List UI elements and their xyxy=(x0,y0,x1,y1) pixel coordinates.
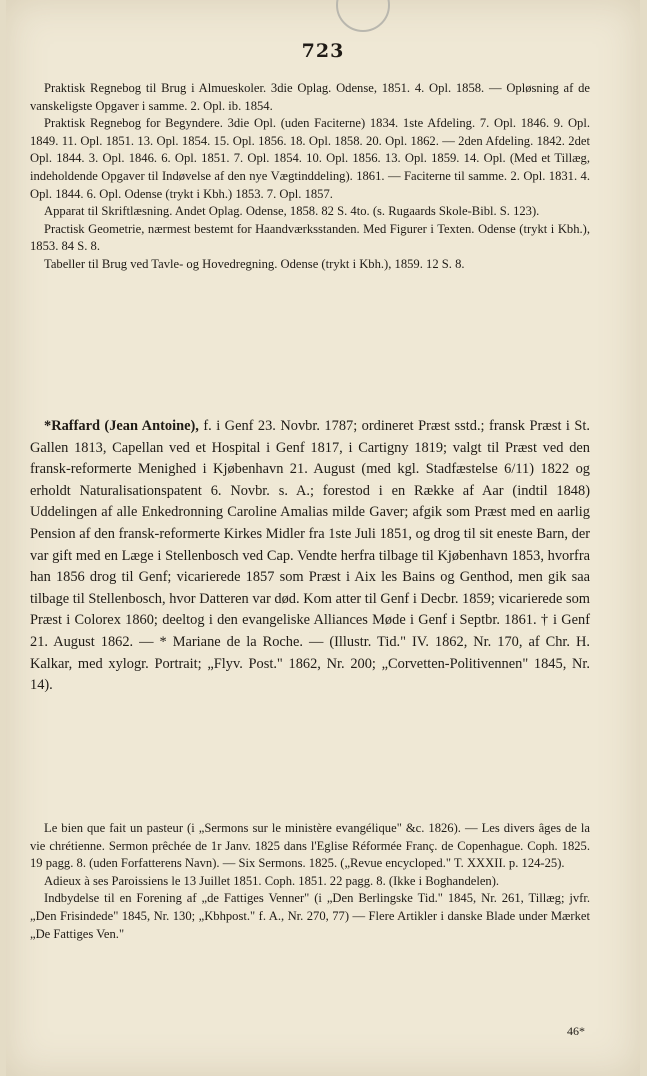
entry-text: Tabeller til Brug ved Tavle- og Hovedregning. Odense (trykt i Kbh.), 1859. 12 S. 8. xyxy=(44,256,465,271)
main-entry xyxy=(30,416,590,697)
note-text: Adieux à ses Paroissiens le 13 Juillet 1851. Coph. 1851. 22 pagg. 8. (Ikke i Boghandelen). xyxy=(44,873,500,888)
entry-text: Apparat til Skriftlæsning. Andet Oplag. Odense, 1858. 82 S. 4to. (s. Rugaards Skole-Bibl. S. 123). xyxy=(44,204,540,219)
page-number: 723 xyxy=(301,40,345,62)
signature-mark: 46* xyxy=(567,1024,585,1038)
entry-text: Praktisk Regnebog til Brug i Almueskoler. 3die Oplag. Odense, 1851. 4. Opl. 1858. — Opløsning af de vanskeligste Opgaver i samme. 2. Opl. ib. 1854. xyxy=(30,81,590,113)
book-page xyxy=(6,0,640,1076)
entry-text: Practisk Geometrie, nærmest bestemt for Haandværksstanden. Med Figurer i Texten. Odense (trykt i Kbh.), 1853. 84 S. 8. xyxy=(30,221,590,254)
notes xyxy=(30,820,590,943)
entry-heading: *Raffard (Jean Antoine), xyxy=(44,418,199,434)
entry-body: f. i Genf 23. Novbr. 1787; ordineret Præst sstd.; fransk Præst i St. Gallen 1813, Capellan ved et Hospital i Genf 1817, i Cartigny 1819; valgt til Præst ved den fransk-reformerte Menighed i Kjøbenhavn 21. August (med kgl. Stadfæstelse 6/11) 1822 og erholdt Naturalisationspatent 6. Novbr. s. A.; forestod i en Række af Aar (indtil 1848) Uddelingen af alle Enkedronning Caroline Amalias milde Gaver; afgik som Præst med en aarlig Pension af den fransk-reformerte Kirkes Midler fra 1ste Juli 1851, og drog til sit eneste Barn, der var gift med en Læge i Stellenbosch ved Cap. Vendte herfra tilbage til Kjøbenhavn 1853, hvorfra han 1856 drog til Genf; vicarierede 1857 som Præst i Aix les Bains og Genthod, men gik saa tilbage til Stellenbosch, hvor Datteren var død. Kom atter til Genf i Decbr. 1859; vicarierede som Præst i Colorex 1860; deeltog i den evangeliske Alliances Møde i Genf i Septbr. 1861. † i Genf 21. August 1862. — * Mariane de la Roche. — (Illustr. Tid." IV. 1862, Nr. 170, af Chr. H. Kalkar, med xylogr. Portrait; „Flyv. Post." 1862, Nr. 200; „Corvetten-Politivennen" 1845, Nr. 14). xyxy=(30,418,591,694)
note-text: Le bien que fait un pasteur (i „Sermons sur le ministère evangélique" &c. 1826). — Les divers âges de la vie chrétienne. Sermon prêchée de 1r Janv. 1825 dans l'Eglise Réformée Franç. de Copenhague. Coph. 1825. 19 pagg. 8. (uden Forfatterens Navn). — Six Sermons. 1825. („Revue encycloped." T. XXXII. p. 124-25). xyxy=(30,821,590,871)
note-text: Indbydelse til en Forening af „de Fattiges Venner" (i „Den Berlingske Tid." 1845, Nr. 261, Tillæg; jvfr. „Den Frisindede" 1845, Nr. 130; „Kbhpost." f. A., Nr. 270, 77) — Flere Artikler i danske Blade under Mærket „De Fattiges Ven." xyxy=(30,891,590,941)
entry-text: Praktisk Regnebog for Begyndere. 3die Opl. (uden Faciterne) 1834. 1ste Afdeling. 7. Opl. 1846. 9. Opl. 1849. 11. Opl. 1851. 13. Opl. 1854. 15. Opl. 1856. 18. Opl. 1858. 20. Opl. 1862. — 2den Afdeling. 1842. 2det Opl. 1844. 3. Opl. 1846. 6. Opl. 1851. 7. Opl. 1854. 10. Opl. 1856. 13. Opl. 1859. 14. Opl. (Med et Tillæg, indeholdende Opgaver til Indøvelse af den nye Vægtinddeling). 1861. — Faciterne til samme. 2. Opl. 1831. 4. Opl. 1844. 6. Opl. Odense (trykt i Kbh.) 1853. 7. Opl. 1857. xyxy=(30,116,590,201)
binder-clip xyxy=(336,0,390,32)
entries-top xyxy=(30,80,590,274)
